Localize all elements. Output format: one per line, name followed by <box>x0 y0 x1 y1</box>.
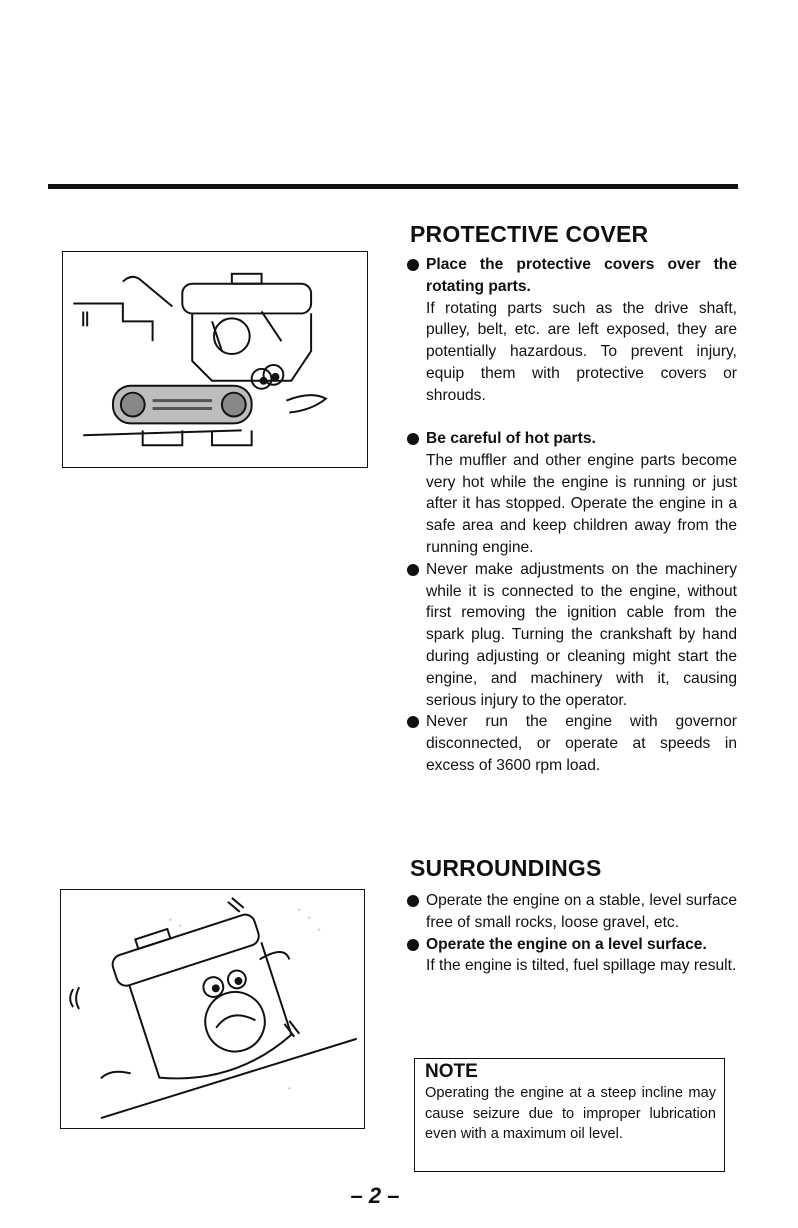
item-lead: Operate the engine on a level surface. <box>426 935 707 953</box>
item-text: The muffler and other engine parts become very hot while the engine is running or just after it has stopped. Operate the engine in a safe area and keep children away from the running engine. <box>426 451 737 556</box>
protective-cover-illustration <box>62 251 368 468</box>
bullet-icon <box>407 895 419 907</box>
list-item <box>407 890 737 934</box>
bullet-icon <box>407 939 419 951</box>
list-item <box>407 254 737 407</box>
top-rule <box>48 184 738 189</box>
item-text: Never run the engine with governor disconnected, or operate at speeds in excess of 3600 rpm load. <box>426 713 737 774</box>
surroundings-list <box>407 890 737 977</box>
list-item <box>407 428 737 559</box>
note-title: NOTE <box>425 1061 478 1082</box>
bullet-icon <box>407 716 419 728</box>
item-text: Never make adjustments on the machinery while it is connected to the engine, without first removing the ignition cable from the spark plug. Turning the crankshaft by hand during adjusting or cleaning might start the engine, and machinery with it, causing serious injury to the operator. <box>426 560 737 709</box>
section-title-surroundings: SURROUNDINGS <box>410 855 602 881</box>
list-item <box>407 559 737 712</box>
item-text: If the engine is tilted, fuel spillage may result. <box>426 957 737 975</box>
surroundings-illustration <box>60 889 365 1129</box>
bullet-icon <box>407 433 419 445</box>
item-lead: Be careful of hot parts. <box>426 430 596 447</box>
bullet-icon <box>407 564 419 576</box>
item-lead: Place the protective covers over the rotating parts. <box>426 256 737 295</box>
list-item <box>407 934 737 978</box>
page-number: – 2 – <box>350 1183 400 1208</box>
protective-cover-list-a <box>407 254 737 407</box>
item-text: If rotating parts such as the drive shaft, pulley, belt, etc. are left exposed, they are potentially hazardous. To prevent injury, equip them with protective covers or shrouds. <box>426 299 737 404</box>
item-text: Operate the engine on a stable, level surface free of small rocks, loose gravel, etc. <box>426 892 737 931</box>
section-title-protective-cover: PROTECTIVE COVER <box>410 221 649 247</box>
bullet-icon <box>407 259 419 271</box>
list-item <box>407 711 737 776</box>
note-box <box>414 1058 725 1172</box>
protective-cover-list-b <box>407 428 737 777</box>
note-text: Operating the engine at a steep incline may cause seizure due to improper lubrication even with a maximum oil level. <box>425 1085 716 1142</box>
